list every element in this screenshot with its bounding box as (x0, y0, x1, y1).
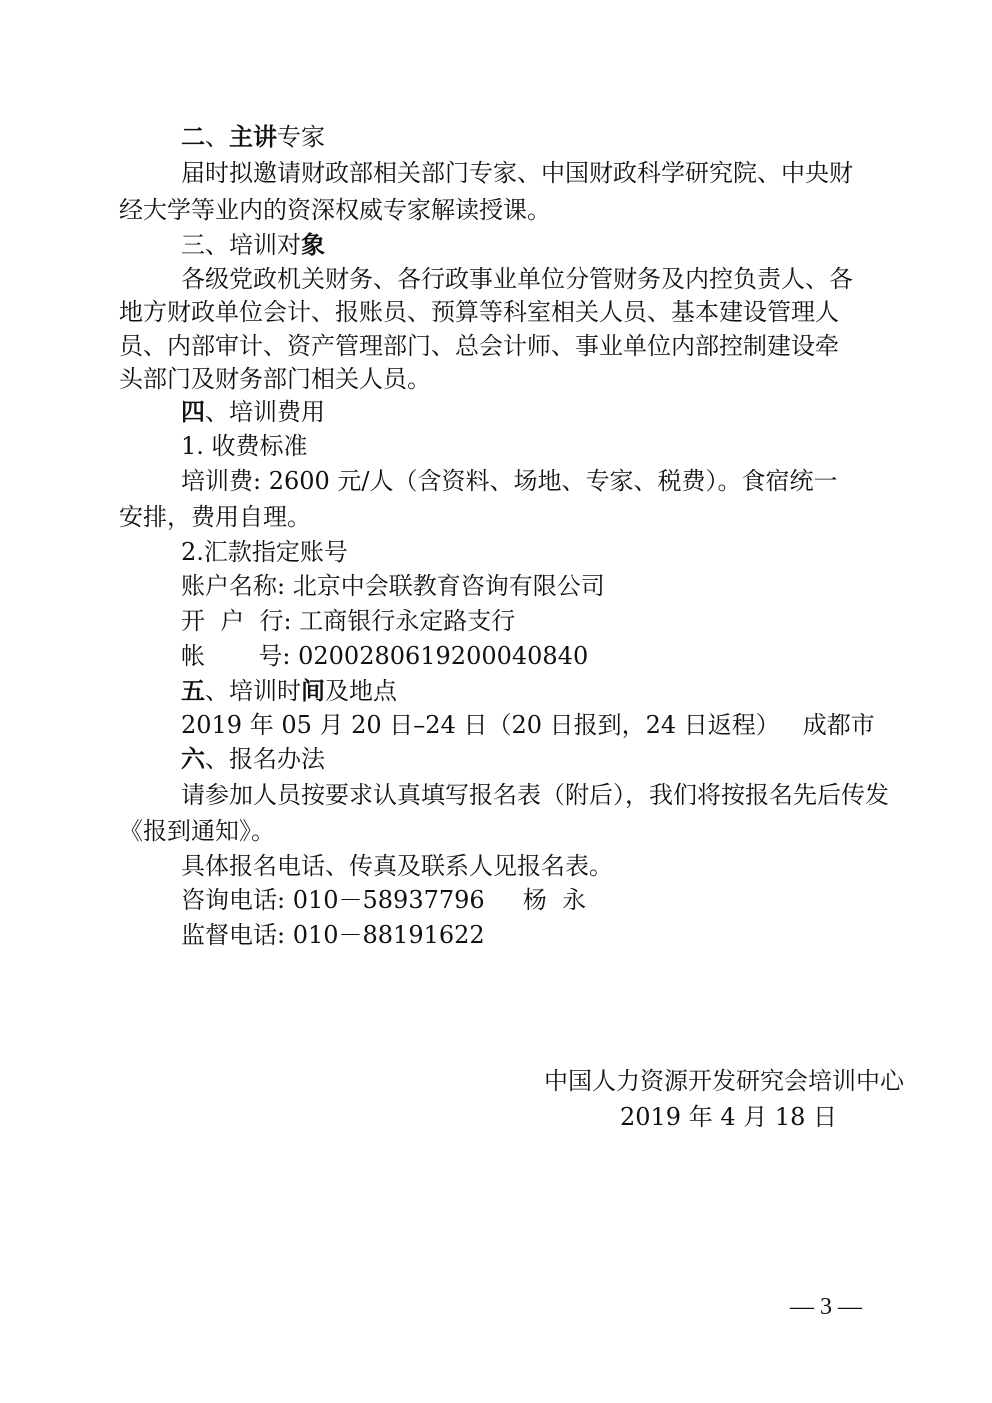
consult-phone: 咨询电话: 010－58937796 杨 永 (181, 886, 587, 914)
training-time-place: 2019 年 05 月 20 日–24 日（20 日报到，24 日返程） 成都市 (181, 711, 875, 739)
paragraph-line: 培训费: 2600 元/人（含资料、场地、专家、税费）。食宿统一 (181, 467, 838, 495)
page-number: — 3 — (790, 1294, 862, 1320)
section-heading-registration: 六、报名办法 (181, 745, 325, 773)
paragraph-line: 请参加人员按要求认真填写报名表（附后），我们将按报名先后传发 (181, 781, 889, 809)
paragraph-line: 《报到通知》。 (119, 817, 275, 845)
section-heading-fees: 四、培训费用 (181, 398, 325, 426)
paragraph-line: 员、内部审计、资产管理部门、总会计师、事业单位内部控制建设牵 (119, 332, 839, 360)
issuer-organization: 中国人力资源开发研究会培训中心 (544, 1067, 904, 1095)
paragraph-line: 各级党政机关财务、各行政事业单位分管财务及内控负责人、各 (181, 265, 853, 293)
paragraph-line: 地方财政单位会计、报账员、预算等科室相关人员、基本建设管理人 (119, 298, 839, 326)
account-name: 账户名称: 北京中会联教育咨询有限公司 (181, 572, 605, 600)
account-title: 2.汇款指定账号 (181, 538, 348, 566)
paragraph-line: 经大学等业内的资深权威专家解读授课。 (119, 196, 551, 224)
fee-standard-title: 1. 收费标准 (181, 432, 308, 460)
issue-date: 2019 年 4 月 18 日 (620, 1103, 838, 1131)
section-heading-experts: 二、主讲专家 (181, 123, 325, 151)
account-number: 帐 号: 0200280619200040840 (181, 642, 589, 670)
paragraph-line: 头部门及财务部门相关人员。 (119, 365, 431, 393)
paragraph-line: 届时拟邀请财政部相关部门专家、中国财政科学研究院、中央财 (181, 159, 853, 187)
paragraph-line: 具体报名电话、传真及联系人见报名表。 (181, 852, 613, 880)
account-bank: 开 户 行: 工商银行永定路支行 (181, 607, 516, 635)
supervision-phone: 监督电话: 010－88191622 (181, 921, 485, 949)
section-heading-time-place: 五、培训时间及地点 (181, 677, 397, 705)
section-heading-audience: 三、培训对象 (181, 231, 325, 259)
paragraph-line: 安排，费用自理。 (119, 503, 311, 531)
